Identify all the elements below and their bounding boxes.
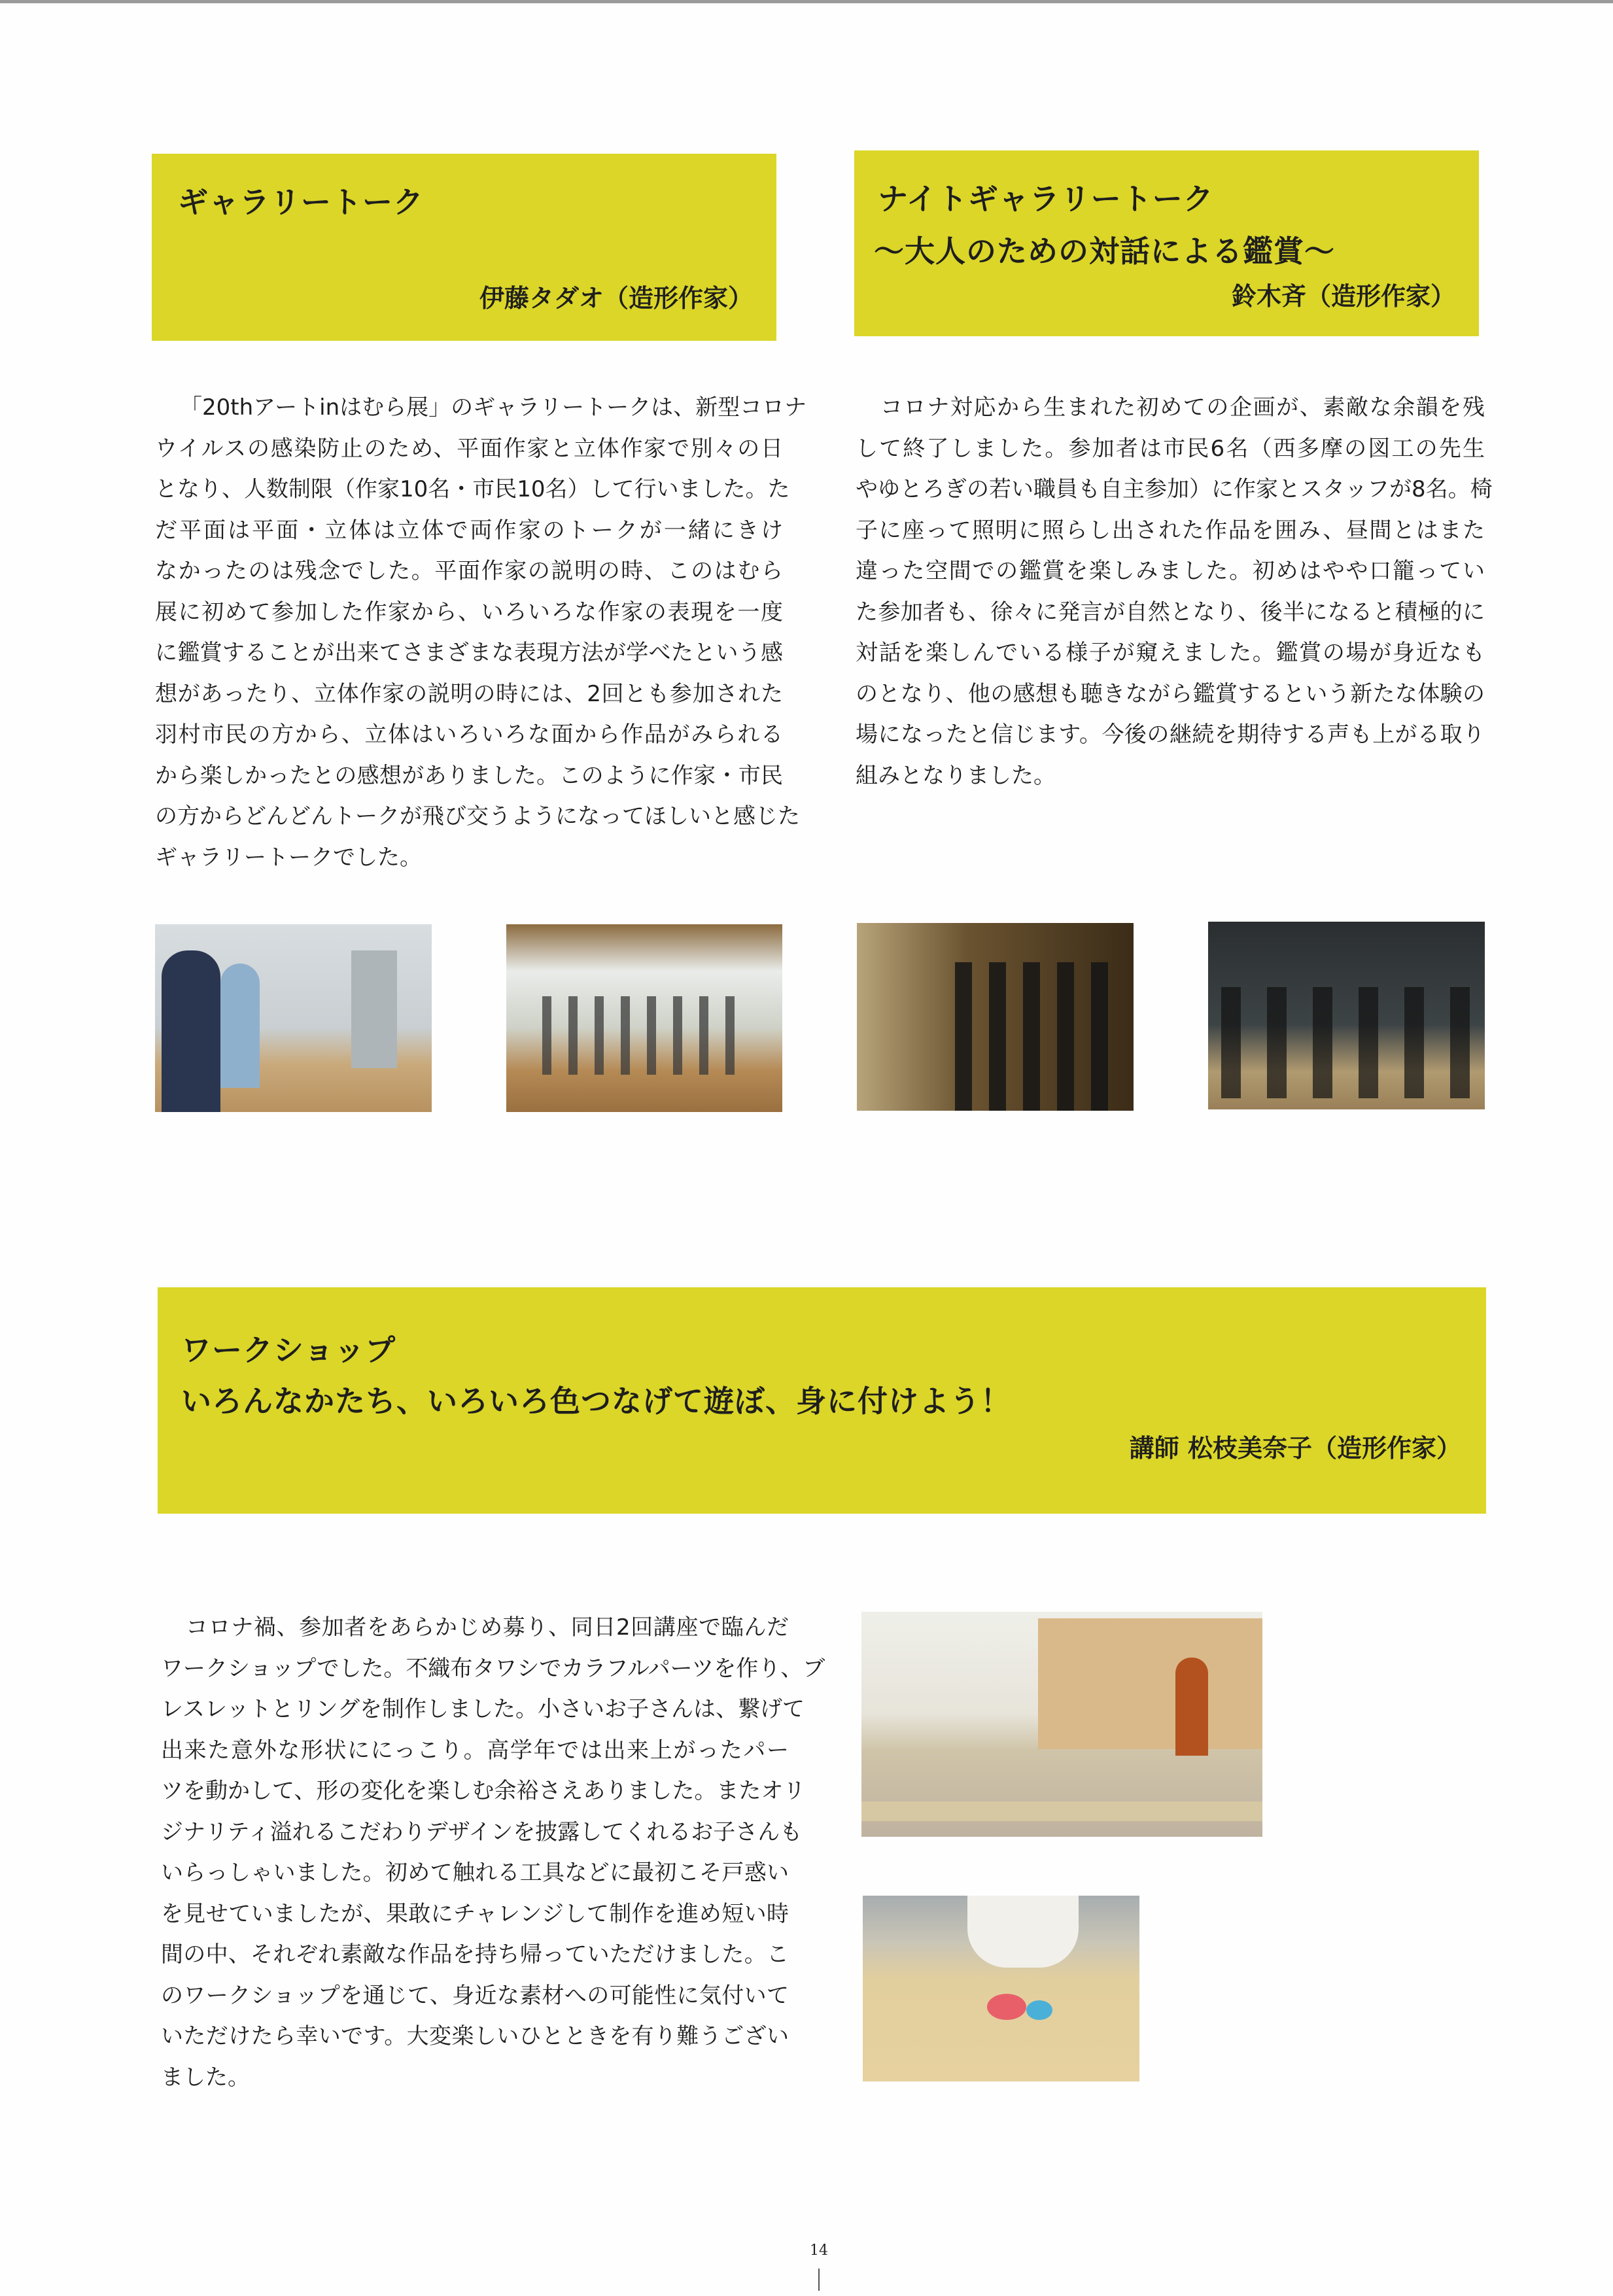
body-line: いただけたら幸いです。大変楽しいひとときを有り難うござい — [161, 2023, 789, 2049]
body-line: 違った空間での鑑賞を楽しみました。初めはやや口籠ってい — [856, 558, 1485, 584]
night-gallery-talk-photo-2 — [1208, 922, 1485, 1109]
section-author: 鈴木斉（造形作家） — [1231, 282, 1455, 311]
body-line: コロナ対応から生まれた初めての企画が、素敵な余韻を残 — [880, 394, 1485, 421]
gallery-talk-photo-2 — [506, 924, 782, 1112]
workshop-body — [161, 1607, 825, 2098]
body-line: して終了しました。参加者は市民6名（西多摩の図工の先生 — [856, 435, 1485, 462]
night-gallery-talk-header — [854, 150, 1479, 336]
body-line: 羽村市民の方から、立体はいろいろな面から作品がみられる — [155, 722, 783, 748]
gallery-talk-photo-1 — [155, 924, 432, 1112]
body-line: ギャラリートークでした。 — [155, 844, 422, 871]
workshop-header — [158, 1287, 1486, 1514]
body-line: た参加者も、徐々に発言が自然となり、後半になると積極的に — [856, 599, 1485, 625]
body-line: ワークショップでした。不織布タワシでカラフルパーツを作り、ブ — [161, 1655, 825, 1682]
body-line: だ平面は平面・立体は立体で両作家のトークが一緒にきけ — [155, 517, 783, 544]
body-line: 展に初めて参加した作家から、いろいろな作家の表現を一度 — [155, 599, 783, 625]
body-line: 「20thアートinはむら展」のギャラリートークは、新型コロナ — [180, 394, 807, 421]
section-title: ワークショップ — [181, 1332, 396, 1368]
gallery-talk-body — [155, 387, 807, 878]
body-line: となり、人数制限（作家10名・市民10名）して行いました。た — [155, 476, 790, 502]
section-author: 伊藤タダオ（造形作家） — [479, 284, 753, 313]
section-subtitle: いろんなかたち、いろいろ色つなげて遊ぼ、身に付けよう！ — [181, 1383, 1011, 1419]
body-line: ジナリティ溢れるこだわりデザインを披露してくれるお子さんも — [161, 1818, 803, 1845]
body-line: 組みとなりました。 — [856, 762, 1056, 789]
body-line: 想があったり、立体作家の説明の時には、2回とも参加された — [155, 680, 783, 707]
body-line: のとなり、他の感想も聴きながら鑑賞するという新たな体験の — [856, 680, 1485, 707]
page-top-border — [0, 0, 1613, 3]
night-gallery-talk-body — [856, 387, 1493, 796]
section-author: 講師 松枝美奈子（造形作家） — [1129, 1434, 1461, 1463]
body-line: を見せていましたが、果敢にチャレンジして制作を進め短い時 — [161, 1900, 789, 1927]
workshop-photo-2 — [863, 1896, 1139, 2081]
page-number: 14 — [810, 2242, 828, 2259]
body-line: ました。 — [161, 2064, 250, 2091]
body-line: に鑑賞することが出来てさまざまな表現方法が学べたという感 — [155, 640, 783, 666]
section-title: ナイトギャラリートーク — [878, 181, 1214, 217]
night-gallery-talk-photo-1 — [857, 923, 1134, 1111]
body-line: のワークショップを通じて、身近な素材への可能性に気付いて — [161, 1982, 789, 2009]
body-line: 出来た意外な形状ににっこり。高学年では出来上がったパー — [161, 1737, 789, 1764]
gallery-talk-header — [152, 154, 776, 341]
body-line: レスレットとリングを制作しました。小さいお子さんは、繋げて — [161, 1696, 805, 1722]
body-line: ツを動かして、形の変化を楽しむ余裕さえありました。またオリ — [161, 1778, 806, 1804]
workshop-photo-1 — [861, 1612, 1262, 1837]
body-line: コロナ禍、参加者をあらかじめ募り、同日2回講座で臨んだ — [186, 1614, 789, 1641]
body-line: 間の中、それぞれ素敵な作品を持ち帰っていただけました。こ — [161, 1941, 789, 1968]
body-line: ウイルスの感染防止のため、平面作家と立体作家で別々の日 — [155, 435, 783, 462]
section-subtitle: ～大人のための対話による鑑賞～ — [874, 234, 1335, 269]
section-title: ギャラリートーク — [178, 184, 424, 220]
body-line: いらっしゃいました。初めて触れる工具などに最初こそ戸惑い — [161, 1860, 789, 1886]
body-line: やゆとろぎの若い職員も自主参加）に作家とスタッフが8名。椅 — [856, 476, 1493, 502]
body-line: 対話を楽しんでいる様子が窺えました。鑑賞の場が身近なも — [856, 640, 1485, 666]
body-line: の方からどんどんトークが飛び交うようになってほしいと感じた — [155, 803, 800, 829]
body-line: 場になったと信じます。今後の継続を期待する声も上がる取り — [856, 722, 1485, 748]
page-number-tick — [818, 2269, 820, 2291]
body-line: から楽しかったとの感想がありました。このように作家・市民 — [155, 762, 783, 789]
body-line: 子に座って照明に照らし出された作品を囲み、昼間とはまた — [856, 517, 1485, 544]
body-line: なかったのは残念でした。平面作家の説明の時、このはむら — [155, 558, 783, 584]
